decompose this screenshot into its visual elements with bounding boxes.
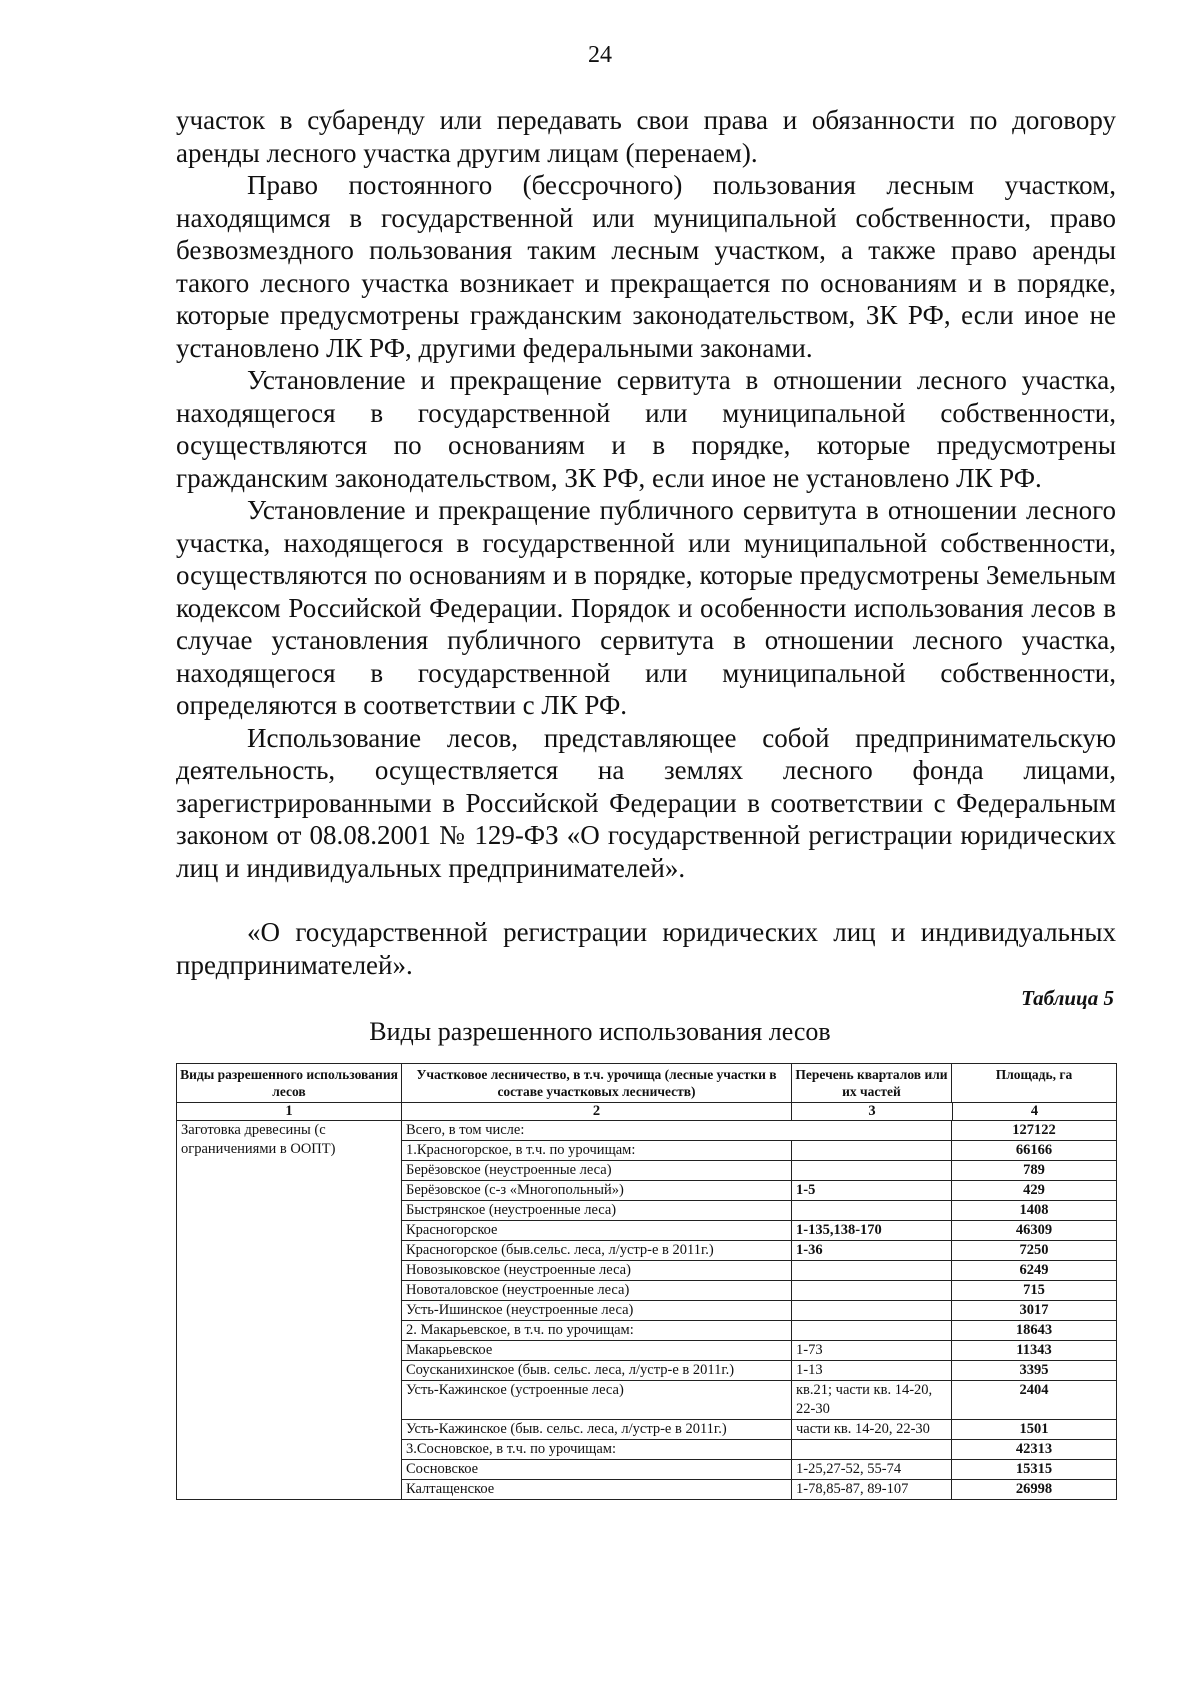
usage-type-cell: Заготовка древесины (с ограничениями в ООПТ) bbox=[177, 1121, 402, 1500]
forestry-name: Новоталовское (неустроенные леса) bbox=[402, 1281, 792, 1301]
forestry-name: Макарьевское bbox=[402, 1341, 792, 1361]
area: 42313 bbox=[952, 1440, 1117, 1460]
area: 2404 bbox=[952, 1381, 1117, 1420]
quarters bbox=[792, 1141, 952, 1161]
quarters bbox=[792, 1440, 952, 1460]
quarters bbox=[792, 1321, 952, 1341]
paragraph-servitude: Установление и прекращение сервитута в отношении лесного участка, находящегося в государственной или муниципальной собственности, осуществляются по основаниям и в порядке, которые предусмотрены гражданским законодательством, ЗК РФ, если иное не установлено ЛК РФ. bbox=[176, 365, 1116, 493]
quarters bbox=[792, 1161, 952, 1181]
column-number: 2 bbox=[402, 1103, 792, 1121]
quarters: кв.21; части кв. 14-20, 22-30 bbox=[792, 1381, 952, 1420]
forestry-name: Соусканихинское (быв. сельс. леса, л/устр-е в 2011г.) bbox=[402, 1361, 792, 1381]
paragraph-public-servitude: Установление и прекращение публичного сервитута в отношении лесного участка, находящегося в государственной или муниципальной собственности, осуществляются по основаниям и в порядке, которые предусмотрены Земельным кодексом Российской Федерации. Порядок и особенности использования лесов в случае установления публичного сервитута в отношении лесного участка, находящегося в государственной или муниципальной собственности, определяются в соответствии с ЛК РФ. bbox=[176, 495, 1116, 720]
paragraph-permanent-use: Право постоянного (бессрочного) пользования лесным участком, находящимся в государственной или муниципальной собственности, право безвозмездного пользования таким лесным участком, а также право аренды такого лесного участка возникает и прекращается по основаниям и в порядке, которые предусмотрены гражданским законодательством, ЗК РФ, если иное не установлено ЛК РФ, другими федеральными законами. bbox=[176, 170, 1116, 363]
area: 26998 bbox=[952, 1480, 1117, 1500]
forestry-name: Новозыковское (неустроенные леса) bbox=[402, 1261, 792, 1281]
quarters bbox=[792, 1281, 952, 1301]
quarters bbox=[792, 1301, 952, 1321]
quarters: 1-73 bbox=[792, 1341, 952, 1361]
forestry-name: Калтащенское bbox=[402, 1480, 792, 1500]
body-text bbox=[176, 104, 1116, 981]
table-title: Виды разрешенного использования лесов bbox=[369, 1017, 831, 1046]
header-usage-type: Виды разрешенного использования лесов bbox=[177, 1064, 402, 1103]
forestry-name: Берёзовское (неустроенные леса) bbox=[402, 1161, 792, 1181]
area: 789 bbox=[952, 1161, 1117, 1181]
area: 6249 bbox=[952, 1261, 1117, 1281]
table-label: Таблица 5 bbox=[1021, 986, 1114, 1010]
area: 1501 bbox=[952, 1420, 1117, 1440]
forestry-name: 1.Красногорское, в т.ч. по урочищам: bbox=[402, 1141, 792, 1161]
area: 429 bbox=[952, 1181, 1117, 1201]
total-area: 127122 bbox=[952, 1121, 1117, 1141]
forestry-name: Сосновское bbox=[402, 1460, 792, 1480]
column-number: 1 bbox=[177, 1103, 402, 1121]
quarters: 1-13 bbox=[792, 1361, 952, 1381]
area: 3017 bbox=[952, 1301, 1117, 1321]
table-row-total bbox=[177, 1121, 1117, 1141]
table-header-row bbox=[177, 1064, 1117, 1103]
area: 15315 bbox=[952, 1460, 1117, 1480]
paragraph-continuation: участок в субаренду или передавать свои права и обязанности по договору аренды лесного участка другим лицам (перенаем). bbox=[176, 105, 1116, 168]
forestry-name: 2. Макарьевское, в т.ч. по урочищам: bbox=[402, 1321, 792, 1341]
forestry-name: Усть-Ишинское (неустроенные леса) bbox=[402, 1301, 792, 1321]
quarters: 1-5 bbox=[792, 1181, 952, 1201]
forest-use-table bbox=[176, 1063, 1117, 1500]
area: 18643 bbox=[952, 1321, 1117, 1341]
quarters: 1-25,27-52, 55-74 bbox=[792, 1460, 952, 1480]
quarters bbox=[792, 1201, 952, 1221]
area: 66166 bbox=[952, 1141, 1117, 1161]
area: 1408 bbox=[952, 1201, 1117, 1221]
forestry-name: Усть-Кажинское (устроенные леса) bbox=[402, 1381, 792, 1420]
quarters: 1-78,85-87, 89-107 bbox=[792, 1480, 952, 1500]
column-number: 4 bbox=[1030, 1103, 1039, 1119]
header-forestry: Участковое лесничество, в т.ч. урочища (лесные участки в составе участковых лесничеств) bbox=[402, 1064, 792, 1103]
quarters bbox=[792, 1261, 952, 1281]
quarters: части кв. 14-20, 22-30 bbox=[792, 1420, 952, 1440]
column-number-row bbox=[177, 1103, 1117, 1121]
header-area: Площадь, га bbox=[952, 1064, 1117, 1103]
header-quarters: Перечень кварталов или их частей bbox=[792, 1064, 952, 1103]
paragraph-business-use: Использование лесов, представляющее собой предпринимательскую деятельность, осуществляется на землях лесного фонда лицами, зарегистрированными в Российской Федерации в соответствии с Федеральным законом от 08.08.2001 № 129-ФЗ «О государственной регистрации юридических лиц и индивидуальных предпринимателей». bbox=[176, 722, 1116, 883]
page-number: 24 bbox=[588, 42, 612, 68]
area: 715 bbox=[952, 1281, 1117, 1301]
column-number: 3 bbox=[792, 1103, 953, 1120]
forestry-name: 3.Сосновское, в т.ч. по урочищам: bbox=[402, 1440, 792, 1460]
area: 46309 bbox=[952, 1221, 1117, 1241]
quarters: 1-135,138-170 bbox=[792, 1221, 952, 1241]
total-label: Всего, в том числе: bbox=[402, 1121, 952, 1141]
forestry-name: Берёзовское (с-з «Многопольный») bbox=[402, 1181, 792, 1201]
forestry-name: Красногорское (быв.сельс. леса, л/устр-е в 2011г.) bbox=[402, 1241, 792, 1261]
forestry-name: Усть-Кажинское (быв. сельс. леса, л/устр-е в 2011г.) bbox=[402, 1420, 792, 1440]
quarters: 1-36 bbox=[792, 1241, 952, 1261]
area: 3395 bbox=[952, 1361, 1117, 1381]
area: 7250 bbox=[952, 1241, 1117, 1261]
paragraph-law-title: «О государственной регистрации юридических лиц и индивидуальных предпринимателей». bbox=[176, 917, 1116, 980]
area: 11343 bbox=[952, 1341, 1117, 1361]
forestry-name: Красногорское bbox=[402, 1221, 792, 1241]
forestry-name: Быстрянское (неустроенные леса) bbox=[402, 1201, 792, 1221]
